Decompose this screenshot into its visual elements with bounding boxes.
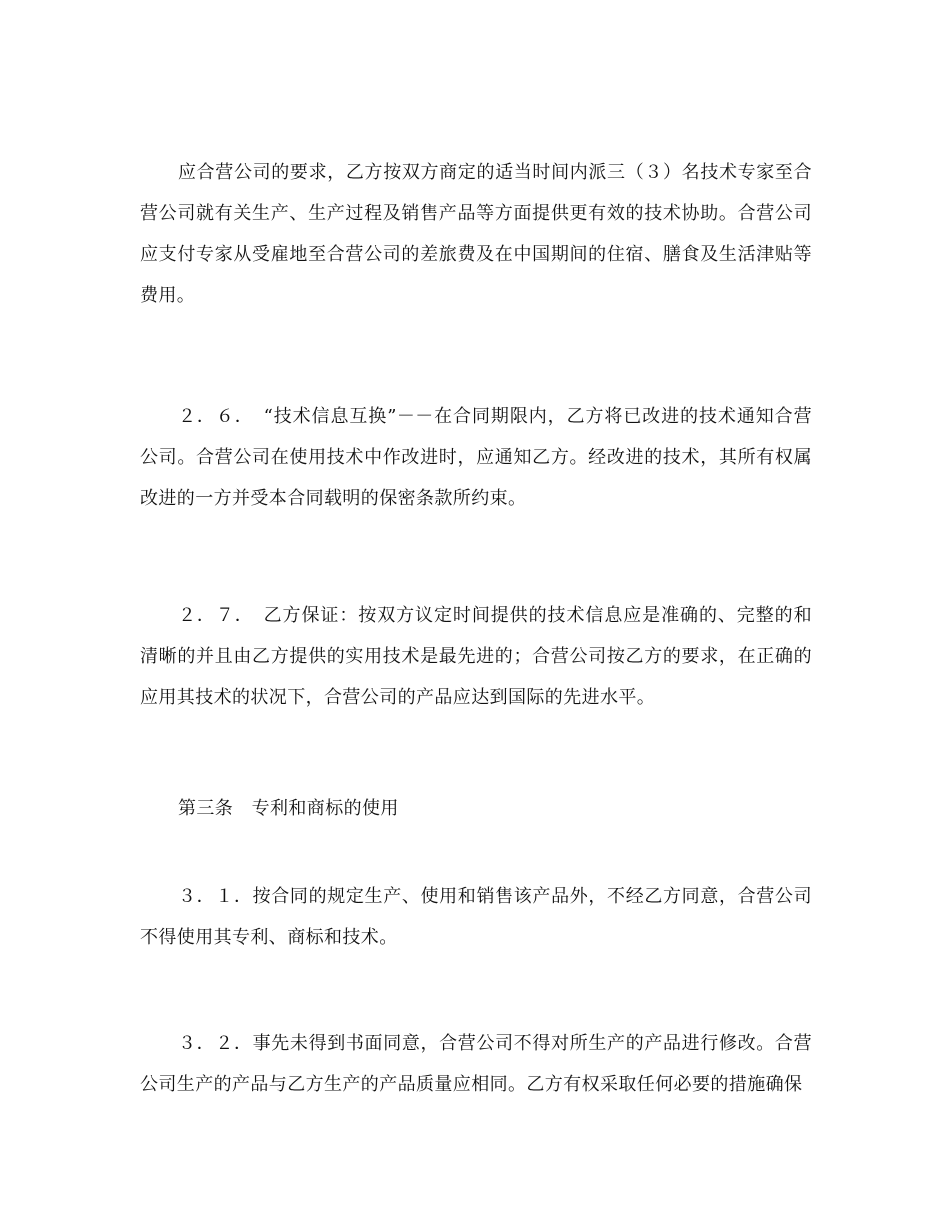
- paragraph-3-1-use-restriction: ３．１．按合同的规定生产、使用和销售该产品外，不经乙方同意，合营公司不得使用其专利、商标和技术。: [140, 886, 812, 948]
- paragraph-2-7-party-b-guarantee: ２．７． 乙方保证：按双方议定时间提供的技术信息应是准确的、完整的和清晰的并且由乙方提供的实用技术是最先进的；合营公司按乙方的要求，在正确的应用其技术的状况下，合营公司的产品应达到国际的先进水平。: [140, 605, 812, 708]
- paragraph-3-2-product-modification: ３．２．事先未得到书面同意，合营公司不得对所生产的产品进行修改。合营公司生产的产品与乙方生产的产品质量应相同。乙方有权采取任何必要的措施确保: [140, 1033, 812, 1095]
- section-heading-article-3: 第三条 专利和商标的使用: [178, 798, 399, 819]
- paragraph-2-6-technical-information-exchange: ２．６． “技术信息互换”－－在合同期限内，乙方将已改进的技术通知合营公司。合营公司在使用技术中作改进时，应通知乙方。经改进的技术，其所有权属改进的一方并受本合同载明的保密条款所约束。: [140, 406, 812, 509]
- paragraph-technical-experts: 应合营公司的要求，乙方按双方商定的适当时间内派三（３）名技术专家至合营公司就有关生产、生产过程及销售产品等方面提供更有效的技术协助。合营公司应支付专家从受雇地至合营公司的差旅费及在中国期间的住宿、膳食及生活津贴等费用。: [140, 162, 812, 306]
